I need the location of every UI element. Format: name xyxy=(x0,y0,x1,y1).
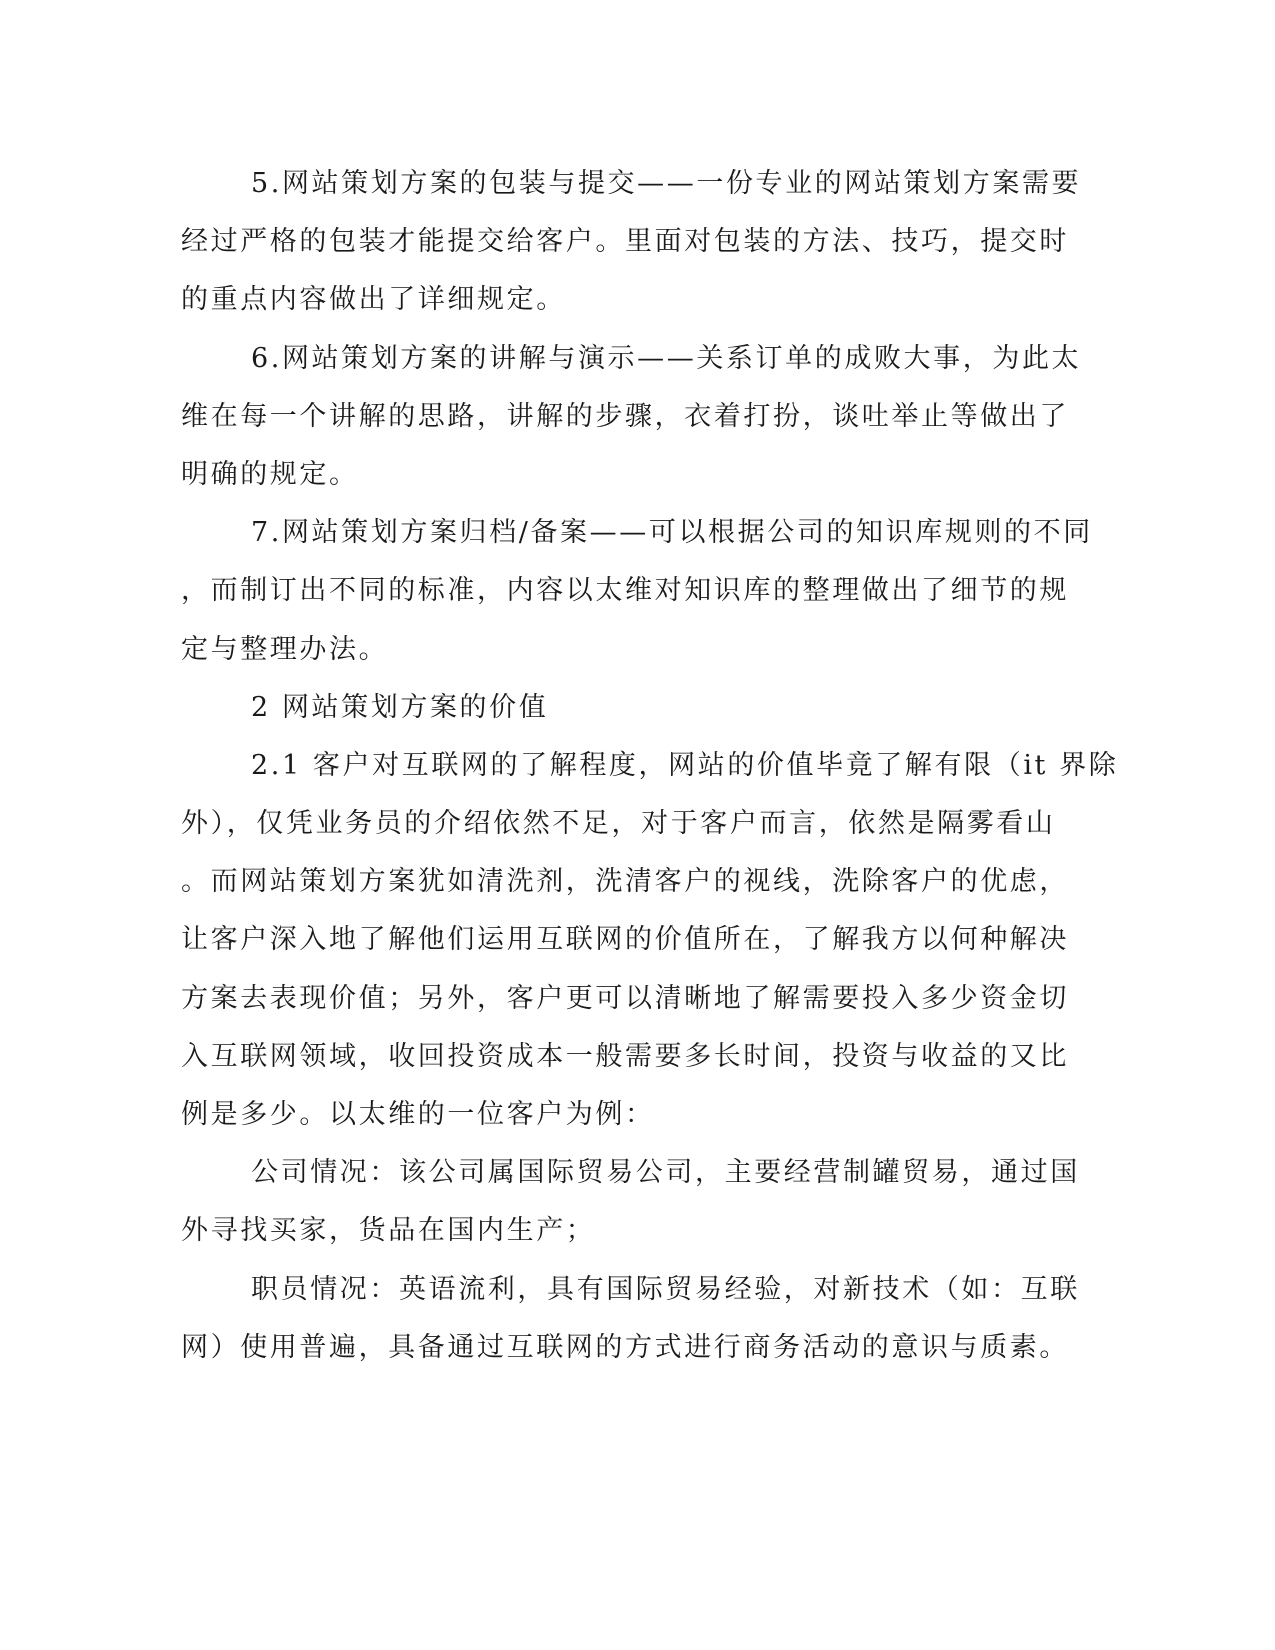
text-line: 例是多少。以太维的一位客户为例： xyxy=(181,1099,655,1130)
text-line: 入互联网领域，收回投资成本一般需要多长时间，投资与收益的又比 xyxy=(181,1040,1069,1072)
text-line: 网）使用普遍，具备通过互联网的方式进行商务活动的意识与质素。 xyxy=(181,1331,1069,1363)
text-line: 6.网站策划方案的讲解与演示——关系订单的成败大事，为此太 xyxy=(251,342,1082,374)
text-line: 2.1 客户对互联网的了解程度，网站的价值毕竟了解有限（it 界除 xyxy=(251,749,1119,781)
text-line: 7.网站策划方案归档/备案——可以根据公司的知识库规则的不同 xyxy=(251,517,1093,549)
text-line: 定与整理办法。 xyxy=(181,633,389,665)
text-line: 职员情况：英语流利，具有国际贸易经验，对新技术（如：互联 xyxy=(251,1273,1080,1305)
text-line: 外），仅凭业务员的介绍依然不足，对于客户而言，依然是隔雾看山 xyxy=(181,808,1056,840)
document-body xyxy=(181,155,1119,1377)
text-line: 让客户深入地了解他们运用互联网的价值所在，了解我方以何种解决 xyxy=(181,924,1069,956)
text-line: 的重点内容做出了详细规定。 xyxy=(181,284,566,316)
section-heading: 2 网站策划方案的价值 xyxy=(251,691,549,723)
text-line: 经过严格的包装才能提交给客户。里面对包装的方法、技巧，提交时 xyxy=(181,226,1069,258)
text-line: 外寻找买家，货品在国内生产； xyxy=(181,1215,596,1247)
text-line: 方案去表现价值；另外，客户更可以清晰地了解需要投入多少资金切 xyxy=(181,982,1069,1014)
text-line: 维在每一个讲解的思路，讲解的步骤，衣着打扮，谈吐举止等做出了 xyxy=(181,400,1069,432)
text-line: 5.网站策划方案的包装与提交——一份专业的网站策划方案需要 xyxy=(251,168,1082,199)
text-line: 公司情况：该公司属国际贸易公司，主要经营制罐贸易，通过国 xyxy=(251,1157,1080,1189)
text-line: 。而网站策划方案犹如清洗剂，洗清客户的视线，洗除客户的优虑， xyxy=(181,866,1069,898)
text-line: 明确的规定。 xyxy=(181,458,359,490)
text-line: ，而制订出不同的标准，内容以太维对知识库的整理做出了细节的规 xyxy=(181,575,1069,607)
